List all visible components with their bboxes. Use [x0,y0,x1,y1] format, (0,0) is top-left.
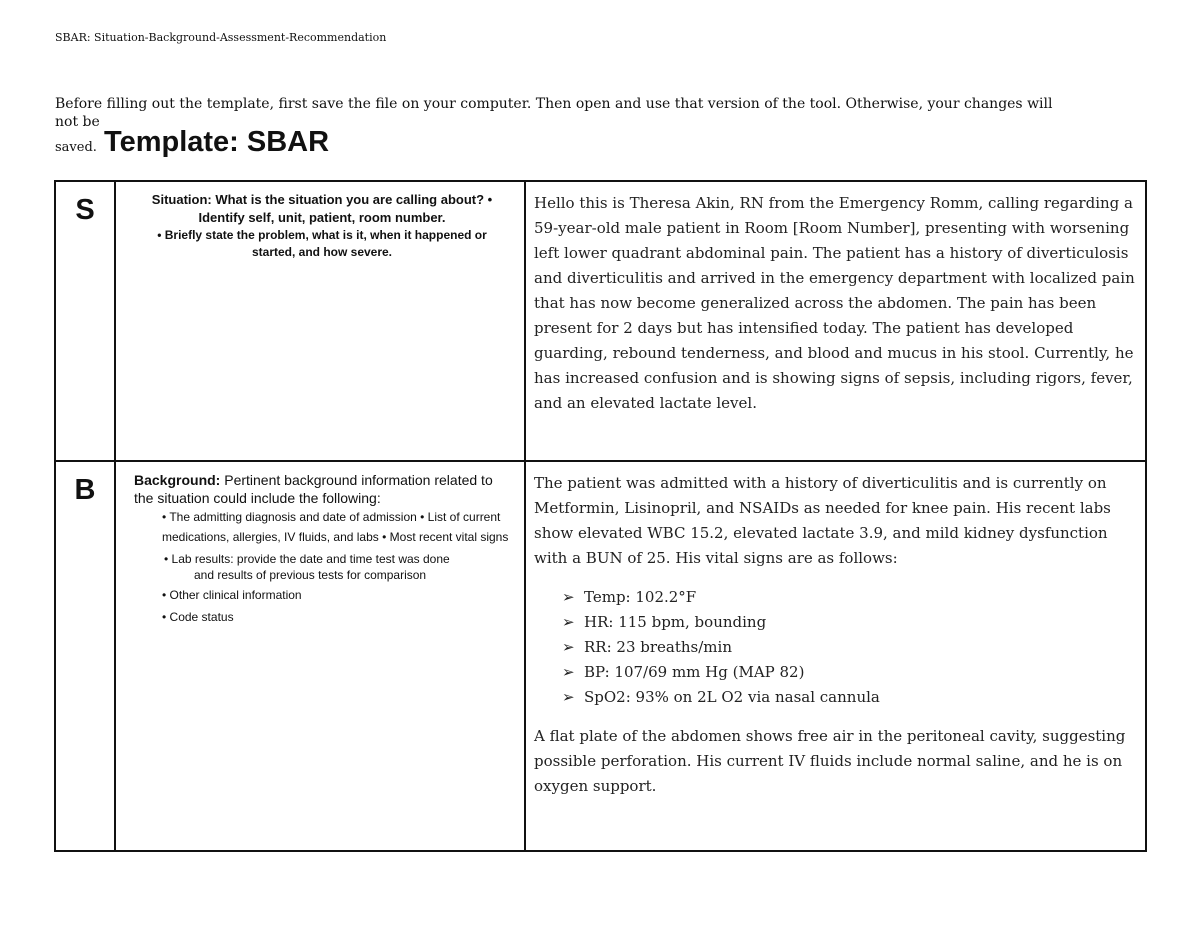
vital-text: BP: 107/69 mm Hg (MAP 82) [584,663,805,681]
vital-item [562,635,1137,660]
page-title: Template: SBAR [104,126,330,158]
vitals-list [534,585,1137,710]
background-prompt-lead [134,471,510,507]
arrow-bullet-icon: ➢ [562,688,575,706]
situation-letter: S [55,181,115,461]
vital-text: Temp: 102.2°F [584,588,697,606]
background-bullet: • The admitting diagnosis and date of admission • List of current medications, allergies, IV fluids, and labs • Most recent vital signs [162,510,509,544]
background-answer-cell[interactable] [525,461,1146,851]
title-row [55,126,329,159]
arrow-bullet-icon: ➢ [562,613,575,631]
background-bullet: and results of previous tests for comparison [194,568,427,582]
situation-answer: Hello this is Theresa Akin, RN from the Emergency Romm, calling regarding a 59-year-old male patient in Room [Room Number], presenting with worsening left lower quadrant abdominal pain. The patient has a history of diverticulosis and diverticulitis and arrived in the emergency department with localized pain that has now become generalized across the abdomen. The pain has been present for 2 days but has intensified today. The patient has developed guarding, rebound tenderness, and blood and mucus in his stool. Currently, he has increased confusion and is showing signs of sepsis, including rigors, fever, and an elevated lactate level. [534,194,1135,412]
vital-item [562,685,1137,710]
background-letter: B [55,461,115,851]
vital-text: HR: 115 bpm, bounding [584,613,767,631]
arrow-bullet-icon: ➢ [562,638,575,656]
background-row [55,461,1146,851]
background-bullet: • Lab results: provide the date and time test was done [164,552,450,566]
arrow-bullet-icon: ➢ [562,588,575,606]
background-answer-outro: A flat plate of the abdomen shows free air in the peritoneal cavity, suggesting possible perforation. His current IV fluids include normal saline, and he is on oxygen support. [534,727,1126,795]
arrow-bullet-icon: ➢ [562,663,575,681]
sbar-table [54,180,1147,852]
background-answer-intro: The patient was admitted with a history of diverticulitis and is currently on Metformin, Lisinopril, and NSAIDs as needed for knee pain. His recent labs show elevated WBC 15.2, elevated lactate 3.9, and mild kidney dysfunction with a BUN of 25. His vital signs are as follows: [534,474,1111,567]
situation-answer-cell[interactable] [525,181,1146,461]
situation-prompt-line2: • Briefly state the problem, what is it, when it happened or started, and how severe. [157,228,487,259]
background-prompt-bold: Background: [134,472,221,488]
vital-text: SpO2: 93% on 2L O2 via nasal cannula [584,688,880,706]
background-bullet: • Code status [162,610,234,624]
vital-item [562,610,1137,635]
vital-item [562,585,1137,610]
situation-prompt [115,181,525,461]
vital-text: RR: 23 breaths/min [584,638,732,656]
document-header: SBAR: Situation-Background-Assessment-Recommendation [55,31,387,44]
vital-item [562,660,1137,685]
background-bullet: • Other clinical information [162,588,302,602]
situation-prompt-line1: Situation: What is the situation you are calling about? • Identify self, unit, patient, room number. [151,192,493,225]
background-prompt [115,461,525,851]
intro-instructions: Before filling out the template, first save the file on your computer. Then open and use that version of the tool. Otherwise, your changes will not be [55,96,1053,130]
situation-row [55,181,1146,461]
background-prompt-text: Pertinent background information related to the situation could include the following: [134,472,493,506]
intro-saved-word: saved. [55,140,97,155]
